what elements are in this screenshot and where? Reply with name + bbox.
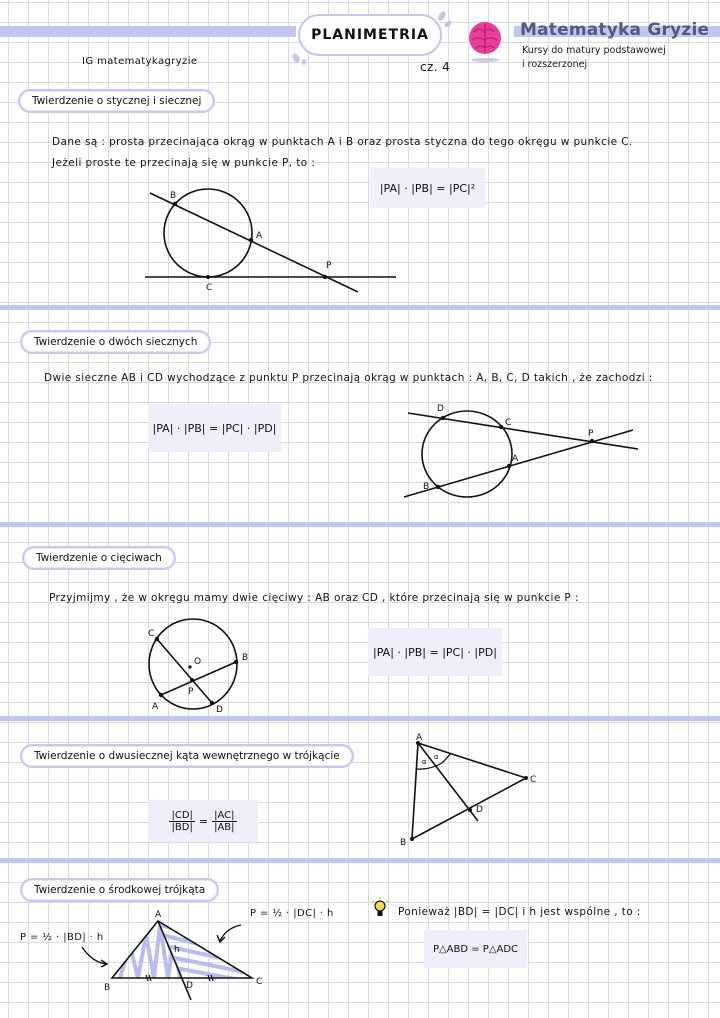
section-heading-chords: Twierdzenie o cięciwach <box>22 546 176 570</box>
svg-text:B: B <box>423 482 430 492</box>
svg-text:C: C <box>505 418 512 428</box>
section2-formula: |PA| · |PB| = |PC| · |PD| <box>148 404 281 452</box>
section-heading-angle-bisector: Twierdzenie o dwusiecznej kąta wewnętrznego w trójkącie <box>20 744 354 768</box>
section3-formula: |PA| · |PB| = |PC| · |PD| <box>368 628 502 676</box>
fraction-right-numerator: |AC| <box>214 809 235 821</box>
svg-text:C: C <box>148 629 155 639</box>
svg-text:B: B <box>400 838 407 848</box>
lightbulb-icon <box>370 896 390 920</box>
svg-text:B: B <box>104 983 111 993</box>
svg-text:D: D <box>437 404 444 414</box>
area-formula-right: P = ½ · |DC| · h <box>250 908 334 919</box>
point-b-label: B <box>170 191 177 201</box>
svg-text:A: A <box>155 910 162 920</box>
section5-formula: P△ABD = P△ADC <box>424 930 527 968</box>
svg-text:C: C <box>256 977 263 987</box>
svg-text:h: h <box>174 945 180 955</box>
section1-formula: |PA| · |PB| = |PC|² <box>370 168 485 208</box>
brand-subtitle-line1: Kursy do matury podstawowej <box>522 45 666 56</box>
part-label: cz. 4 <box>420 60 451 74</box>
svg-text:A: A <box>416 733 423 743</box>
svg-text:P: P <box>326 261 332 271</box>
instagram-handle: IG matematykagryzie <box>82 56 198 67</box>
svg-text:C: C <box>530 775 537 785</box>
svg-text:A: A <box>256 231 263 241</box>
svg-text:D: D <box>216 705 223 715</box>
svg-text:P: P <box>588 429 594 439</box>
section1-text-line1: Dane są : prosta przecinająca okrąg w punktach A i B oraz prosta styczna do tego okręgu w punkcie C. <box>52 136 633 148</box>
section-heading-median: Twierdzenie o środkowej trójkąta <box>20 878 219 902</box>
brand-subtitle-line2: i rozszerzonej <box>522 59 588 70</box>
section3-text: Przyjmijmy , że w okręgu mamy dwie cięciwy : AB oraz CD , które przecinają się w punkcie P : <box>49 592 579 604</box>
section-heading-two-secants: Twierdzenie o dwóch siecznych <box>20 330 211 354</box>
median-note: Ponieważ |BD| = |DC| i h jest wspólne , to : <box>398 906 641 918</box>
svg-text:A: A <box>152 702 159 712</box>
area-formula-left: P = ½ · |BD| · h <box>20 932 104 943</box>
svg-text:B: B <box>242 653 249 663</box>
section2-text: Dwie sieczne AB i CD wychodzące z punktu P przecinają okrąg w punktach : A, B, C, D takich , że zachodzi : <box>44 372 653 384</box>
section-heading-tangent-secant: Twierdzenie o stycznej i siecznej <box>18 89 215 113</box>
section1-text-line2: Jeżeli proste te przecinają się w punkcie P, to : <box>52 157 316 169</box>
svg-text:α: α <box>422 758 427 766</box>
svg-text:C: C <box>206 283 213 293</box>
page-title-text: PLANIMETRIA <box>311 27 429 43</box>
svg-text:D: D <box>476 805 483 815</box>
fraction-left-denominator: |BD| <box>171 821 193 833</box>
svg-text:α: α <box>434 753 439 761</box>
brand-name: Matematyka Gryzie <box>520 20 710 40</box>
fraction-right-denominator: |AB| <box>214 821 235 833</box>
svg-text:O: O <box>194 657 202 667</box>
fraction-left-numerator: |CD| <box>171 809 193 821</box>
svg-text:A: A <box>512 454 519 464</box>
equals-sign: = <box>198 814 209 828</box>
svg-text:D: D <box>186 981 193 991</box>
svg-text:P: P <box>188 687 194 697</box>
